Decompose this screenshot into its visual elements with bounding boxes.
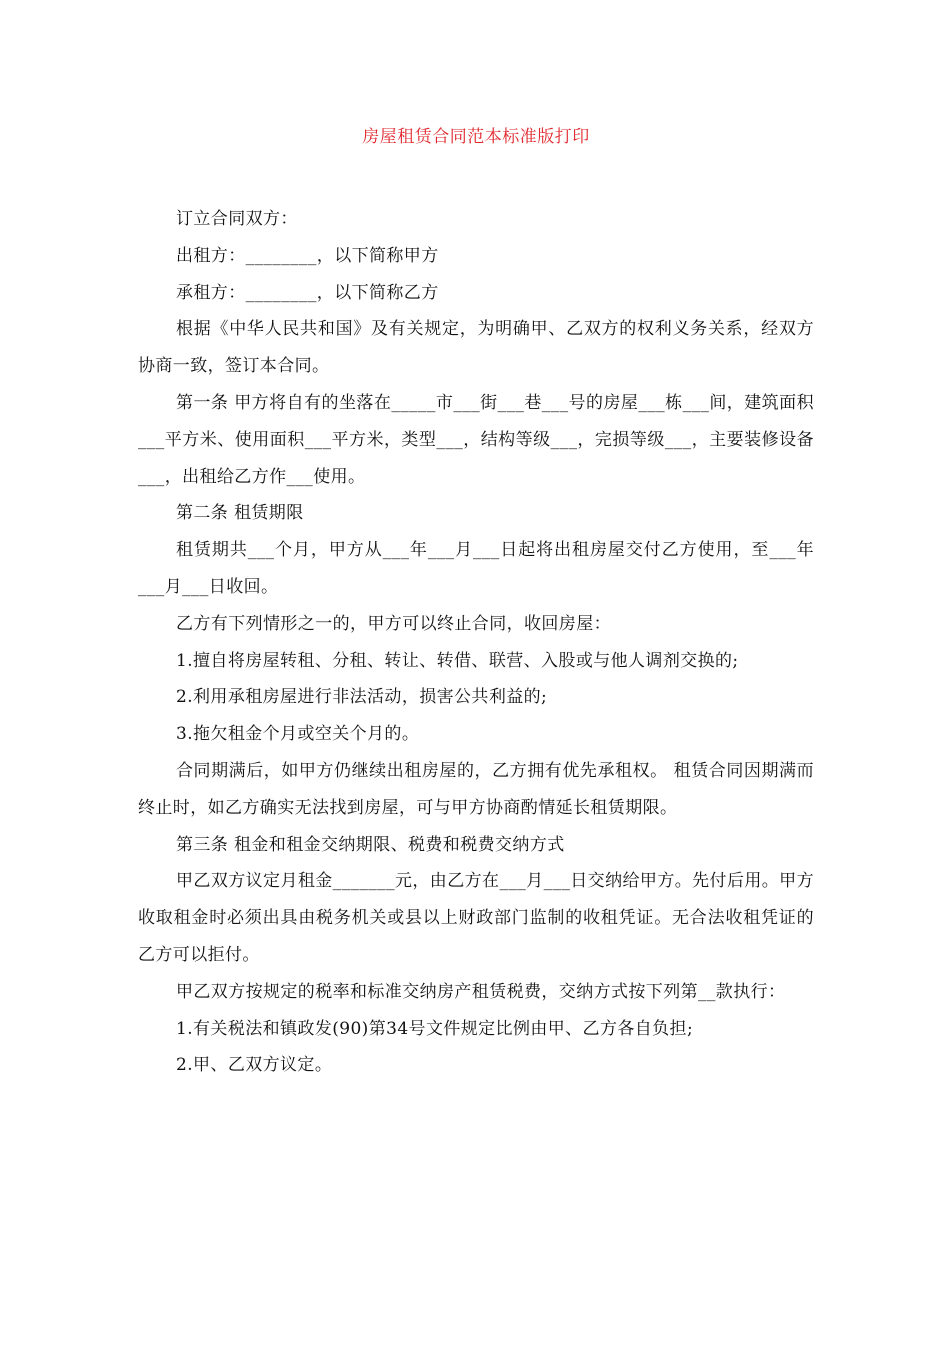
document-title: 房屋租赁合同范本标准版打印 (362, 127, 590, 147)
paragraph-article-1: 第一条 甲方将自有的坐落在_____市___街___巷___号的房屋___栋___间，建筑面积___平方米、使用面积___平方米，类型___，结构等级___，完损等级___，主要装修设备___，出租给乙方作___使用。 (138, 392, 814, 487)
paragraph-tax: 甲乙双方按规定的税率和标准交纳房产租赁税费，交纳方式按下列第__款执行： (176, 981, 786, 1002)
list-item-termination-2: 2.利用承租房屋进行非法活动，损害公共利益的; (176, 687, 548, 708)
paragraph-preamble: 根据《中华人民共和国》及有关规定，为明确甲、乙双方的权利义务关系，经双方协商一致，签订本合同。 (138, 319, 814, 377)
heading-article-3: 第三条 租金和租金交纳期限、税费和税费交纳方式 (176, 834, 565, 855)
list-item-tax-2: 2.甲、乙双方议定。 (176, 1055, 333, 1076)
paragraph-lessee: 承租方：________，以下简称乙方 (176, 282, 439, 303)
list-item-tax-1: 1.有关税法和镇政发(90)第34号文件规定比例由甲、乙方各自负担; (176, 1018, 694, 1039)
paragraph-renewal: 合同期满后，如甲方仍继续出租房屋的，乙方拥有优先承租权。 租赁合同因期满而终止时，如乙方确实无法找到房屋，可与甲方协商酌情延长租赁期限。 (138, 760, 814, 818)
document-body (138, 201, 814, 1084)
paragraph-rent: 甲乙双方议定月租金_______元，由乙方在___月___日交纳给甲方。先付后用。甲方收取租金时必须出具由税务机关或县以上财政部门监制的收租凭证。无合法收租凭证的乙方可以拒付。 (138, 871, 814, 965)
paragraph-termination-intro: 乙方有下列情形之一的，甲方可以终止合同，收回房屋： (176, 613, 611, 634)
paragraph-parties-intro: 订立合同双方： (176, 209, 298, 229)
paragraph-lessor: 出租方：________，以下简称甲方 (176, 245, 439, 266)
paragraph-lease-term: 租赁期共___个月，甲方从___年___月___日起将出租房屋交付乙方使用，至___年___月___日收回。 (138, 540, 814, 597)
list-item-termination-3: 3.拖欠租金个月或空关个月的。 (176, 724, 420, 745)
list-item-termination-1: 1.擅自将房屋转租、分租、转让、转借、联营、入股或与他人调剂交换的; (176, 650, 739, 671)
heading-article-2: 第二条 租赁期限 (176, 503, 304, 524)
document-page (0, 122, 950, 1352)
